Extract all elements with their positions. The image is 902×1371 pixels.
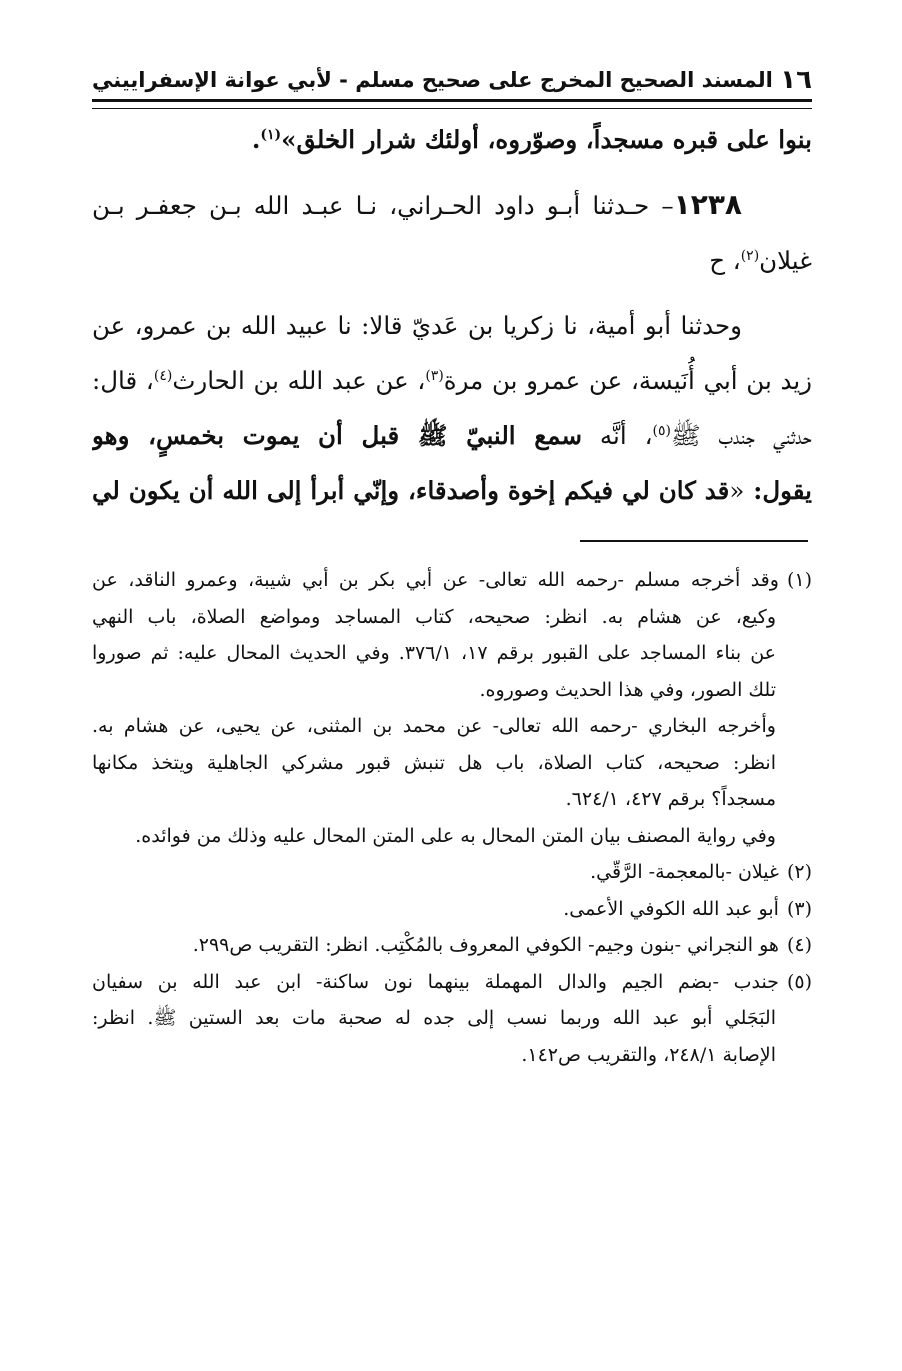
footnotes: [92, 562, 812, 1073]
footnote-1-line-8: وفي رواية المصنف بيان المتن المحال به على المتن المحال عليه وذلك من فوائده.: [135, 824, 776, 847]
text-line-7: يقول: «قد كان لي فيكم إخوة وأصدقاء، وإنّي أبرأ إلى الله أن يكون لي: [92, 476, 812, 505]
footnote-ref-2: (٢): [740, 248, 760, 264]
footnote-1-line-4: تلك الصور، وفي هذا الحديث وصوروه.: [479, 678, 776, 701]
running-title: المسند الصحيح المخرج على صحيح مسلم - لأبي عوانة الإسفراييني: [92, 68, 773, 92]
text-line-1: بنوا على قبره مسجداً، وصوّروه، أولئك شرار الخلق»$^{(١)}$.: [251, 125, 812, 154]
footnote-1-line-7: مسجداً؟ برقم ٤٢٧، ٦٢٤/١.: [565, 788, 776, 810]
footnote-ref-3: (٣): [425, 368, 444, 384]
footnote-5-line-2: البَجَلي أبو عبد الله وربما نسب إلى جده له صحبة مات بعد الستين ﷺ. انظر:: [92, 1007, 776, 1029]
footnote-2: (٢)غيلان -بالمعجمة- الرَّقّي.: [590, 861, 812, 883]
hadith-1238-line: ١٢٣٨– حـدثنا أبـو داود الحـراني، نـا عبـد الله بـن جعفـر بـن: [92, 188, 742, 221]
text-line-6: حدثني جندب ﷺ$^{(٥)}$، أنَّه سمع النبيّ ﷺ قبل أن يموت بخمسٍ، وهو: [92, 421, 812, 450]
footnote-ref-4: (٤): [153, 368, 173, 384]
footnote-5-line-3: الإصابة ٢٤٨/١، والتقريب ص١٤٢.: [521, 1043, 776, 1066]
footnote-1-line-2: وكيع، عن هشام به. انظر: صحيحه، كتاب المساجد ومواضع الصلاة، باب النهي: [92, 605, 776, 628]
main-text: [92, 112, 812, 518]
header-rule: [92, 99, 812, 109]
text-line-4: وحدثنا أبو أمية، نا زكريا بن عَديّ قالا: نا عبيد الله بن عمرو، عن: [92, 311, 742, 340]
footnote-ref-1: (١): [260, 127, 282, 143]
footnote-5: (٥)جندب -بضم الجيم والدال المهملة بينهما نون ساكنة- ابن عبد الله بن سفيان: [92, 970, 812, 993]
footnote-1-line-3: عن بناء المساجد على القبور برقم ١٧، ٣٧٦/١. وفي الحديث المحال عليه: ثم صوروا: [92, 642, 776, 664]
text-line-5: زيد بن أبي أُنَيسة، عن عمرو بن مرة$^{(٣)}$، عن عبد الله بن الحارث$^{(٤)}$، قال:: [92, 366, 812, 395]
footnote-3: (٣)أبو عبد الله الكوفي الأعمى.: [563, 897, 812, 920]
footnote-4: (٤)هو النجراني -بنون وجيم- الكوفي المعروف بالمُكْتِب. انظر: التقريب ص٢٩٩.: [192, 934, 812, 956]
footnote-1-line-6: انظر: صحيحه، كتاب الصلاة، باب هل تنبش قبور مشركي الجاهلية ويتخذ مكانها: [92, 751, 776, 774]
footnote-1: (١)وقد أخرجه مسلم -رحمه الله تعالى- عن أبي بكر بن أبي شيبة، وعمرو الناقد، عن: [92, 569, 812, 591]
page-header: [92, 62, 812, 98]
footnote-1-line-5: وأخرجه البخاري -رحمه الله تعالى- عن محمد بن المثنى، عن يحيى، عن هشام به.: [92, 715, 776, 737]
footnote-ref-5: (٥): [652, 423, 671, 439]
hadith-number: ١٢٣٨: [673, 188, 742, 221]
text-line-3: غيلان$^{(٢)}$، ح: [709, 246, 812, 275]
footnote-separator: [580, 540, 808, 542]
page-number: ١٦: [780, 65, 812, 95]
